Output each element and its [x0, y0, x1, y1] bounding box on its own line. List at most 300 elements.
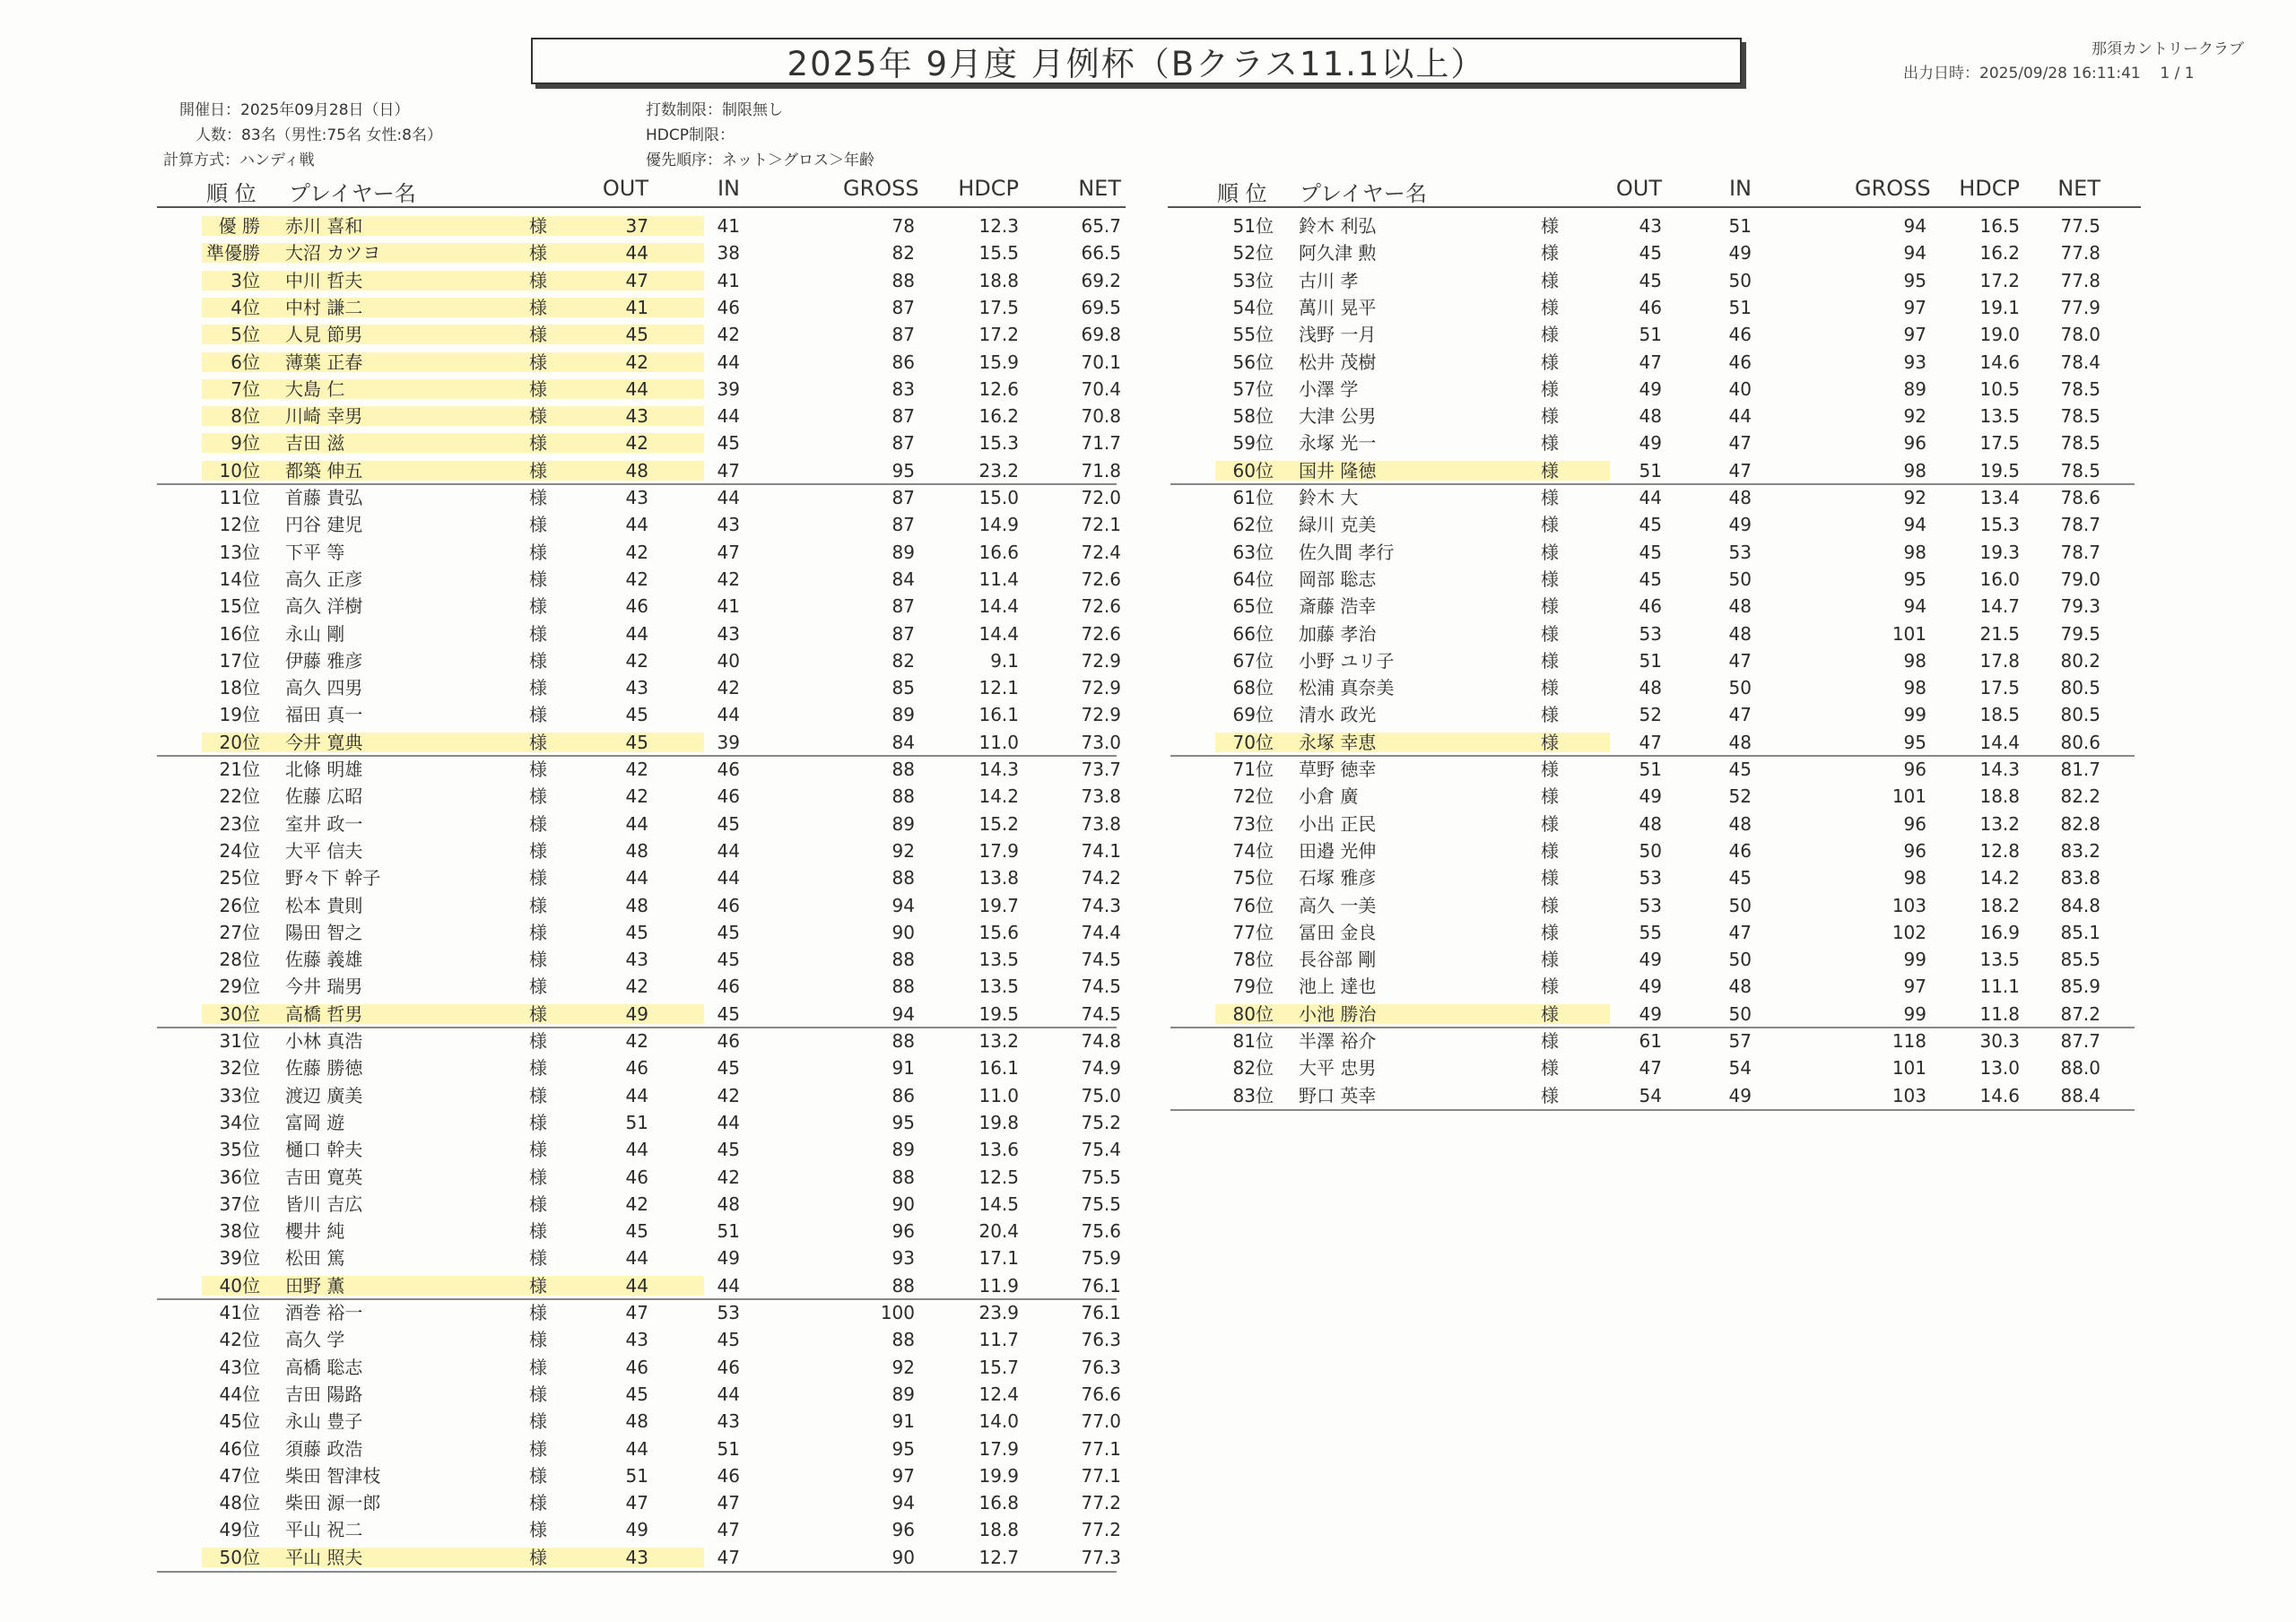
player-name-cell: 円谷 建児 — [285, 514, 363, 536]
player-name-cell: 大平 忠男 — [1299, 1057, 1377, 1080]
rank-cell: 17位 — [219, 649, 260, 672]
hdcp-cell: 15.5 — [978, 242, 1019, 265]
calc-method-label: 計算方式： — [163, 152, 239, 169]
net-cell: 71.8 — [1081, 459, 1121, 481]
player-name-cell: 半澤 裕介 — [1299, 1030, 1377, 1052]
net-cell: 75.0 — [1081, 1084, 1121, 1106]
hdcp-cell: 16.0 — [1979, 568, 2020, 590]
player-name-cell: 高橋 聡志 — [285, 1356, 363, 1378]
table-row — [152, 1436, 1126, 1462]
honorific-cell: 様 — [1541, 812, 1559, 835]
hdcp-cell: 9.1 — [990, 649, 1019, 672]
honorific-cell: 様 — [529, 351, 547, 373]
rank-cell: 49位 — [219, 1519, 260, 1541]
gross-cell: 96 — [1903, 432, 1926, 455]
in-cell: 45 — [717, 1002, 740, 1025]
gross-cell: 78 — [891, 215, 915, 237]
table-row — [152, 1326, 1126, 1353]
net-cell: 77.1 — [1081, 1437, 1121, 1460]
net-cell: 78.7 — [2060, 514, 2100, 536]
net-cell: 82.8 — [2060, 812, 2100, 835]
hdcp-cell: 21.5 — [1979, 622, 2020, 645]
in-cell: 38 — [717, 242, 740, 265]
gross-cell: 93 — [1903, 351, 1926, 373]
in-cell: 47 — [1728, 704, 1752, 726]
out-cell: 45 — [625, 921, 648, 943]
out-cell: 51 — [1639, 459, 1662, 481]
gross-cell: 88 — [891, 759, 915, 780]
table-row — [152, 1516, 1126, 1543]
honorific-cell: 様 — [1541, 514, 1559, 536]
in-cell: 40 — [1728, 377, 1752, 400]
out-cell: 44 — [625, 1084, 648, 1106]
in-cell: 47 — [717, 1492, 740, 1514]
table-row — [152, 403, 1126, 429]
in-cell: 47 — [717, 1546, 740, 1568]
table-row — [1166, 429, 2144, 456]
gross-cell: 92 — [1903, 405, 1926, 428]
gross-cell: 87 — [891, 595, 915, 618]
table-row — [152, 783, 1126, 810]
gross-cell: 90 — [891, 1193, 915, 1215]
honorific-cell: 様 — [529, 1193, 547, 1215]
player-name-cell: 鈴木 大 — [1299, 487, 1359, 508]
rank-cell: 54位 — [1232, 296, 1274, 318]
in-cell: 44 — [717, 351, 740, 373]
table-row — [1166, 457, 2144, 484]
honorific-cell: 様 — [1541, 487, 1559, 508]
out-cell: 47 — [625, 1492, 648, 1514]
table-row — [1166, 783, 2144, 810]
rank-cell: 22位 — [219, 785, 260, 808]
rank-cell: 25位 — [219, 867, 260, 889]
player-name-cell: 阿久津 勲 — [1299, 242, 1377, 265]
table-row — [1166, 701, 2144, 728]
player-name-cell: 柴田 源一郎 — [285, 1492, 381, 1514]
hdcp-cell: 13.8 — [978, 867, 1019, 889]
rank-cell: 13位 — [219, 541, 260, 563]
in-cell: 51 — [1728, 215, 1752, 237]
out-cell: 42 — [625, 432, 648, 455]
honorific-cell: 様 — [529, 487, 547, 508]
honorific-cell: 様 — [529, 1002, 547, 1025]
out-cell: 52 — [1639, 704, 1662, 726]
hdcp-cell: 15.2 — [978, 812, 1019, 835]
hdcp-cell: 13.5 — [978, 949, 1019, 971]
hdcp-cell: 16.6 — [978, 541, 1019, 563]
rank-cell: 58位 — [1232, 405, 1274, 428]
rank-cell: 14位 — [219, 568, 260, 590]
header-out: OUT — [602, 176, 648, 201]
rank-cell: 10位 — [219, 459, 260, 481]
table-row — [152, 729, 1126, 756]
honorific-cell: 様 — [529, 1139, 547, 1161]
hdcp-cell: 14.0 — [978, 1410, 1019, 1433]
hdcp-cell: 11.4 — [978, 568, 1019, 590]
table-row — [1166, 892, 2144, 919]
table-end-rule — [1170, 1109, 2135, 1111]
honorific-cell: 様 — [529, 215, 547, 237]
player-name-cell: 小池 勝治 — [1299, 1002, 1377, 1025]
honorific-cell: 様 — [1541, 432, 1559, 455]
hdcp-cell: 19.7 — [978, 894, 1019, 916]
player-name-cell: 大平 信夫 — [285, 839, 363, 862]
gross-cell: 96 — [1903, 759, 1926, 780]
rank-cell: 52位 — [1232, 242, 1274, 265]
honorific-cell: 様 — [1541, 296, 1559, 318]
out-cell: 47 — [1639, 731, 1662, 753]
out-cell: 37 — [625, 215, 648, 237]
gross-cell: 97 — [1903, 324, 1926, 346]
in-cell: 42 — [717, 1166, 740, 1188]
table-row — [152, 1136, 1126, 1163]
table-row — [1166, 811, 2144, 837]
out-cell: 49 — [1639, 1002, 1662, 1025]
table-row — [152, 213, 1126, 239]
honorific-cell: 様 — [529, 1274, 547, 1297]
table-row — [1166, 539, 2144, 566]
player-name-cell: 薄葉 正春 — [285, 351, 363, 373]
rank-cell: 67位 — [1232, 649, 1274, 672]
table-row — [152, 837, 1126, 864]
rank-cell: 41位 — [219, 1302, 260, 1323]
out-cell: 47 — [1639, 1057, 1662, 1080]
out-cell: 51 — [625, 1464, 648, 1487]
out-cell: 48 — [625, 839, 648, 862]
hdcp-cell: 19.9 — [978, 1464, 1019, 1487]
hdcp-cell: 14.3 — [1979, 759, 2020, 780]
rank-cell: 69位 — [1232, 704, 1274, 726]
gross-cell: 87 — [891, 514, 915, 536]
gross-cell: 99 — [1903, 704, 1926, 726]
in-cell: 42 — [717, 568, 740, 590]
in-cell: 45 — [1728, 867, 1752, 889]
table-row — [152, 1028, 1126, 1054]
out-cell: 47 — [625, 269, 648, 291]
player-name-cell: 室井 政一 — [285, 812, 363, 835]
gross-cell: 90 — [891, 1546, 915, 1568]
hdcp-cell: 16.1 — [978, 1057, 1019, 1080]
player-name-cell: 大島 仁 — [285, 377, 345, 400]
gross-cell: 96 — [1903, 812, 1926, 835]
hdcp-cell: 14.4 — [978, 622, 1019, 645]
gross-cell: 95 — [891, 1437, 915, 1460]
left-results-table — [152, 213, 1126, 1584]
table-row — [1166, 484, 2144, 511]
player-name-cell: 松井 茂樹 — [1299, 351, 1377, 373]
honorific-cell: 様 — [1541, 1057, 1559, 1080]
out-cell: 50 — [1639, 839, 1662, 862]
player-name-cell: 高橋 哲男 — [285, 1002, 363, 1025]
net-cell: 80.2 — [2060, 649, 2100, 672]
net-cell: 72.9 — [1081, 649, 1121, 672]
rank-cell: 79位 — [1232, 976, 1274, 998]
net-cell: 69.8 — [1081, 324, 1121, 346]
hdcp-cell: 16.8 — [978, 1492, 1019, 1514]
rank-cell: 47位 — [219, 1464, 260, 1487]
table-row — [1166, 267, 2144, 294]
hdcp-cell: 16.1 — [978, 704, 1019, 726]
gross-cell: 88 — [891, 867, 915, 889]
player-name-cell: 田野 薫 — [285, 1274, 345, 1297]
rank-cell: 78位 — [1232, 949, 1274, 971]
honorific-cell: 様 — [529, 839, 547, 862]
table-row — [152, 294, 1126, 321]
out-cell: 44 — [625, 377, 648, 400]
out-cell: 48 — [625, 894, 648, 916]
net-cell: 83.8 — [2060, 867, 2100, 889]
honorific-cell: 様 — [529, 1166, 547, 1188]
gross-cell: 101 — [1892, 1057, 1926, 1080]
gross-cell: 95 — [1903, 731, 1926, 753]
out-cell: 46 — [625, 595, 648, 618]
honorific-cell: 様 — [1541, 269, 1559, 291]
net-cell: 76.3 — [1081, 1329, 1121, 1351]
net-cell: 74.5 — [1081, 949, 1121, 971]
in-cell: 54 — [1728, 1057, 1752, 1080]
hdcp-cell: 11.7 — [978, 1329, 1019, 1351]
hdcp-cell: 15.9 — [978, 351, 1019, 373]
gross-cell: 89 — [891, 1383, 915, 1405]
honorific-cell: 様 — [529, 269, 547, 291]
net-cell: 75.5 — [1081, 1193, 1121, 1215]
table-row — [1166, 647, 2144, 674]
honorific-cell: 様 — [529, 976, 547, 998]
rank-cell: 11位 — [219, 487, 260, 508]
gross-cell: 85 — [891, 677, 915, 699]
gross-cell: 88 — [891, 1166, 915, 1188]
honorific-cell: 様 — [1541, 215, 1559, 237]
in-cell: 48 — [1728, 976, 1752, 998]
player-name-cell: 小倉 廣 — [1299, 785, 1359, 808]
in-cell: 43 — [717, 514, 740, 536]
net-cell: 74.2 — [1081, 867, 1121, 889]
rank-cell: 16位 — [219, 622, 260, 645]
net-cell: 76.3 — [1081, 1356, 1121, 1378]
out-cell: 47 — [1639, 351, 1662, 373]
net-cell: 75.4 — [1081, 1139, 1121, 1161]
gross-cell: 94 — [1903, 595, 1926, 618]
in-cell: 44 — [717, 1111, 740, 1133]
out-cell: 45 — [1639, 514, 1662, 536]
hdcp-cell: 18.8 — [978, 1519, 1019, 1541]
hdcp-cell: 13.5 — [1979, 405, 2020, 428]
rank-cell: 64位 — [1232, 568, 1274, 590]
report-title — [531, 38, 1742, 84]
player-name-cell: 浅野 一月 — [1299, 324, 1377, 346]
in-cell: 51 — [717, 1220, 740, 1243]
rank-cell: 81位 — [1232, 1030, 1274, 1052]
hdcp-cell: 14.7 — [1979, 595, 2020, 618]
out-cell: 48 — [1639, 812, 1662, 835]
header-in: IN — [1728, 176, 1752, 201]
table-row — [1166, 321, 2144, 348]
hdcp-cell: 14.4 — [1979, 731, 2020, 753]
player-name-cell: 古川 孝 — [1299, 269, 1359, 291]
net-cell: 77.9 — [2060, 296, 2100, 318]
player-name-cell: 高久 学 — [285, 1329, 345, 1351]
header-out: OUT — [1615, 176, 1662, 201]
gross-cell: 96 — [1903, 839, 1926, 862]
honorific-cell: 様 — [529, 812, 547, 835]
table-row — [152, 1191, 1126, 1218]
net-cell: 79.3 — [2060, 595, 2100, 618]
honorific-cell: 様 — [529, 1302, 547, 1323]
rank-cell: 21位 — [219, 759, 260, 780]
player-name-cell: 野口 英幸 — [1299, 1084, 1377, 1106]
hdcp-cell: 17.9 — [978, 1437, 1019, 1460]
table-row — [1166, 620, 2144, 647]
net-cell: 78.5 — [2060, 459, 2100, 481]
header-player: プレイヤー名 — [1300, 181, 1427, 206]
net-cell: 70.8 — [1081, 405, 1121, 428]
hdcp-cell: 17.9 — [978, 839, 1019, 862]
table-row — [1166, 376, 2144, 403]
player-name-cell: 小林 真浩 — [285, 1030, 363, 1052]
net-cell: 72.9 — [1081, 704, 1121, 726]
out-cell: 46 — [1639, 296, 1662, 318]
out-cell: 44 — [625, 514, 648, 536]
hdcp-cell: 14.3 — [978, 759, 1019, 780]
out-cell: 53 — [1639, 867, 1662, 889]
rank-cell: 42位 — [219, 1329, 260, 1351]
table-row — [152, 701, 1126, 728]
priority-order-label: 優先順序： — [646, 152, 722, 169]
gross-cell: 97 — [891, 1464, 915, 1487]
rank-cell: 70位 — [1232, 731, 1274, 753]
rank-cell: 34位 — [219, 1111, 260, 1133]
out-cell: 44 — [625, 1274, 648, 1297]
honorific-cell: 様 — [1541, 894, 1559, 916]
player-name-cell: 樋口 幹夫 — [285, 1139, 363, 1161]
in-cell: 46 — [717, 296, 740, 318]
hdcp-cell: 12.7 — [978, 1546, 1019, 1568]
table-row — [1166, 864, 2144, 891]
honorific-cell: 様 — [1541, 759, 1559, 780]
player-name-cell: 吉田 陽路 — [285, 1383, 363, 1405]
table-row — [1166, 403, 2144, 429]
out-cell: 45 — [625, 731, 648, 753]
rank-cell: 31位 — [219, 1030, 260, 1052]
gross-cell: 89 — [891, 704, 915, 726]
in-cell: 42 — [717, 677, 740, 699]
player-name-cell: 大沼 カツヨ — [285, 242, 381, 265]
rank-cell: 4位 — [230, 296, 260, 318]
player-name-cell: 渡辺 廣美 — [285, 1084, 363, 1106]
out-cell: 46 — [1639, 595, 1662, 618]
net-cell: 77.1 — [1081, 1464, 1121, 1487]
net-cell: 74.9 — [1081, 1057, 1121, 1080]
out-cell: 48 — [625, 459, 648, 481]
gross-cell: 88 — [891, 1030, 915, 1052]
hdcp-cell: 13.5 — [1979, 949, 2020, 971]
net-cell: 74.8 — [1081, 1030, 1121, 1052]
player-name-cell: 永山 豊子 — [285, 1410, 363, 1433]
table-row — [1166, 729, 2144, 756]
in-cell: 47 — [717, 459, 740, 481]
rank-cell: 40位 — [219, 1274, 260, 1297]
in-cell: 49 — [1728, 514, 1752, 536]
right-header-rule — [1168, 206, 2141, 208]
hdcp-cell: 18.2 — [1979, 894, 2020, 916]
table-row — [1166, 511, 2144, 538]
gross-cell: 91 — [891, 1410, 915, 1433]
event-date — [179, 97, 410, 119]
net-cell: 71.7 — [1081, 432, 1121, 455]
out-cell: 61 — [1639, 1030, 1662, 1052]
participant-count-label: 人数： — [196, 126, 241, 144]
out-cell: 42 — [625, 1030, 648, 1052]
table-row — [152, 1408, 1126, 1435]
out-cell: 49 — [625, 1002, 648, 1025]
out-cell: 44 — [625, 1437, 648, 1460]
honorific-cell: 様 — [529, 1383, 547, 1405]
out-cell: 49 — [1639, 785, 1662, 808]
hdcp-limit-label: HDCP制限： — [646, 126, 735, 144]
rank-cell: 50位 — [219, 1546, 260, 1568]
rank-cell: 9位 — [230, 432, 260, 455]
hdcp-cell: 11.9 — [978, 1274, 1019, 1297]
rank-cell: 29位 — [219, 976, 260, 998]
honorific-cell: 様 — [529, 459, 547, 481]
out-cell: 46 — [625, 1166, 648, 1188]
out-cell: 43 — [1639, 215, 1662, 237]
rank-cell: 27位 — [219, 921, 260, 943]
out-cell: 42 — [625, 649, 648, 672]
rank-cell: 46位 — [219, 1437, 260, 1460]
rank-cell: 24位 — [219, 839, 260, 862]
in-cell: 44 — [717, 405, 740, 428]
gross-cell: 93 — [891, 1247, 915, 1270]
net-cell: 72.6 — [1081, 622, 1121, 645]
out-cell: 43 — [625, 949, 648, 971]
net-cell: 83.2 — [2060, 839, 2100, 862]
net-cell: 77.8 — [2060, 269, 2100, 291]
player-name-cell: 石塚 雅彦 — [1299, 867, 1377, 889]
table-row — [152, 620, 1126, 647]
gross-cell: 98 — [1903, 867, 1926, 889]
hdcp-cell: 30.3 — [1979, 1030, 2020, 1052]
player-name-cell: 平山 照夫 — [285, 1546, 363, 1568]
gross-cell: 92 — [891, 839, 915, 862]
honorific-cell: 様 — [529, 1519, 547, 1541]
net-cell: 75.9 — [1081, 1247, 1121, 1270]
net-cell: 72.1 — [1081, 514, 1121, 536]
gross-cell: 86 — [891, 351, 915, 373]
honorific-cell: 様 — [529, 622, 547, 645]
in-cell: 51 — [717, 1437, 740, 1460]
gross-cell: 94 — [1903, 242, 1926, 265]
rank-cell: 56位 — [1232, 351, 1274, 373]
hdcp-cell: 17.5 — [978, 296, 1019, 318]
gross-cell: 94 — [1903, 215, 1926, 237]
rank-cell: 68位 — [1232, 677, 1274, 699]
net-cell: 80.5 — [2060, 704, 2100, 726]
table-row — [152, 1082, 1126, 1109]
player-name-cell: 伊藤 雅彦 — [285, 649, 363, 672]
in-cell: 50 — [1728, 894, 1752, 916]
in-cell: 39 — [717, 731, 740, 753]
rank-cell: 15位 — [219, 595, 260, 618]
hdcp-cell: 14.4 — [978, 595, 1019, 618]
player-name-cell: 永塚 光一 — [1299, 432, 1377, 455]
honorific-cell: 様 — [529, 1356, 547, 1378]
player-name-cell: 鈴木 利弘 — [1299, 215, 1377, 237]
player-name-cell: 田邉 光伸 — [1299, 839, 1377, 862]
player-name-cell: 下平 等 — [285, 541, 345, 563]
out-cell: 42 — [625, 785, 648, 808]
player-name-cell: 大津 公男 — [1299, 405, 1377, 428]
